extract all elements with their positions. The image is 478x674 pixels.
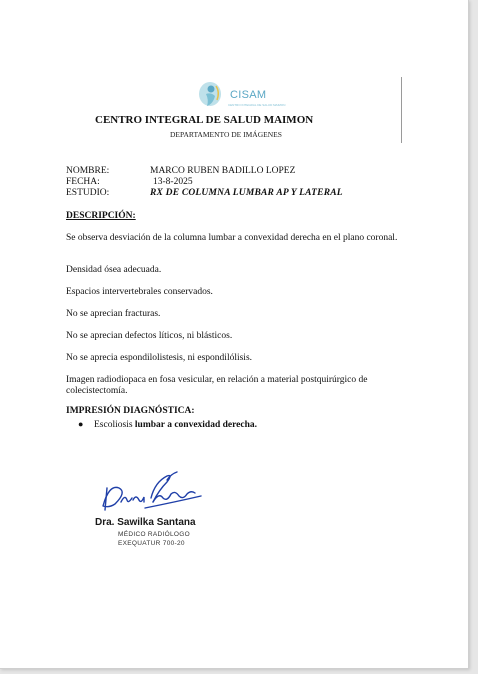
study-label: ESTUDIO: [66,188,110,198]
handwritten-signature [95,468,205,518]
finding-paragraph: Se observa desviación de la columna lumbar a convexidad derecha en el plano coronal. [66,233,398,243]
finding-paragraph: Espacios intervertebrales conservados. [66,287,213,297]
date-label: FECHA: [66,177,100,187]
study-name: RX DE COLUMNA LUMBAR AP Y LATERAL [150,188,343,198]
finding-paragraph: Densidad ósea adecuada. [66,265,162,275]
impression-item-bold: lumbar a convexidad derecha. [134,420,258,430]
logo-wordmark: CISAM [230,89,267,101]
doctor-title: MÉDICO RADIÓLOGO [118,531,190,538]
study-date: 13-8-2025 [153,177,193,187]
finding-paragraph: Imagen radiodiopaca en fosa vesicular, en relación a material postquirúrgico de colecistectomía. [66,375,368,396]
logo-tagline: CENTRO INTEGRAL DE SALUD MAIMON [228,103,286,107]
finding-paragraph: No se aprecian defectos líticos, ni blásticos. [66,331,233,341]
clinic-title: CENTRO INTEGRAL DE SALUD MAIMON [95,114,314,126]
doctor-name: Dra. Sawilka Santana [95,517,196,528]
margin-divider [401,77,402,143]
name-label: NOMBRE: [66,166,110,176]
patient-name: MARCO RUBEN BADILLO LOPEZ [150,166,296,176]
impression-item-prefix: Escoliosis [94,420,133,430]
department-name: DEPARTAMENTO DE IMÁGENES [170,130,282,139]
finding-paragraph: No se aprecia espondilolistesis, ni espondilólisis. [66,353,253,363]
logo-emblem-icon [190,80,224,110]
doctor-exequatur: EXEQUATUR 700-20 [118,540,185,547]
description-heading: DESCRIPCIÓN: [66,211,136,221]
bullet-icon: ● [78,419,84,429]
impression-heading: IMPRESIÓN DIAGNÓSTICA: [66,406,195,416]
finding-paragraph: No se aprecian fracturas. [66,309,161,319]
clinic-logo [190,80,286,110]
impression-item [78,419,257,430]
